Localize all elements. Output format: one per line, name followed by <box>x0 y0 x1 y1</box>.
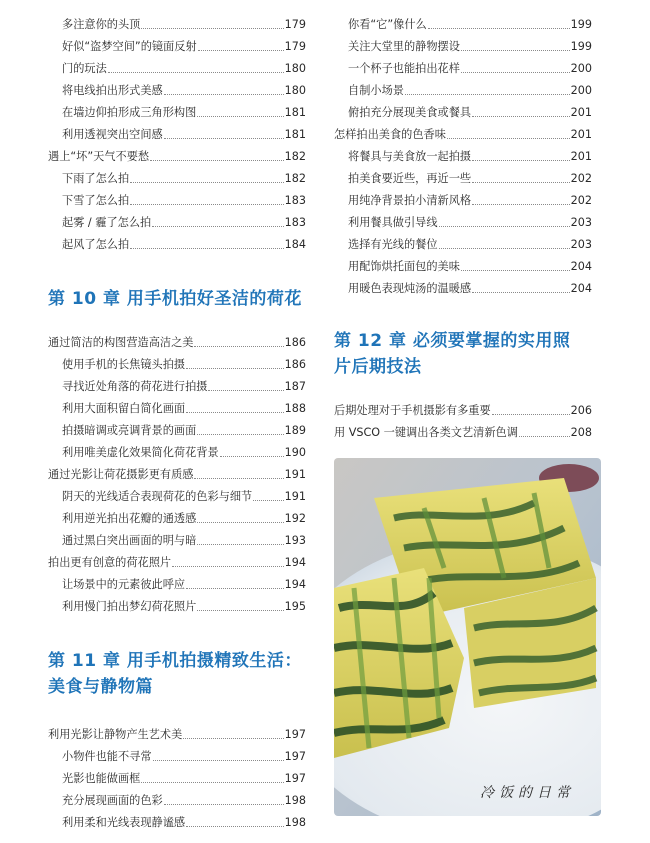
toc-entry-page: 180 <box>284 84 306 97</box>
toc-entry-title: 利用透视突出空间感 <box>62 128 163 141</box>
toc-entry-title: 拍出更有创意的荷花照片 <box>48 556 172 569</box>
toc-entry[interactable] <box>48 790 306 812</box>
toc-entry-title: 用纯净背景拍小清新风格 <box>348 194 472 207</box>
toc-entry-page: 203 <box>570 238 592 251</box>
dot-leader <box>164 93 284 95</box>
dot-leader <box>153 759 284 761</box>
toc-entry-page: 203 <box>570 216 592 229</box>
toc-entry-page: 180 <box>284 62 306 75</box>
dot-leader <box>447 137 570 139</box>
toc-entry[interactable] <box>48 234 306 256</box>
toc-entry-title: 自制小场景 <box>348 84 404 97</box>
toc-entry-title: 起雾 / 霾了怎么拍 <box>62 216 152 229</box>
toc-entry[interactable] <box>48 168 306 190</box>
toc-entry-title: 利用大面积留白简化画面 <box>62 402 186 415</box>
chapter-11-line2: 美食与静物篇 <box>48 677 153 697</box>
toc-entry-title: 阴天的光线适合表现荷花的色彩与细节 <box>62 490 253 503</box>
toc-list-left-bottom <box>48 724 306 834</box>
chapter-10-heading: 第 10 章 用手机拍好圣洁的荷花 <box>48 289 302 309</box>
toc-entry-title: 遇上“坏”天气不要愁 <box>48 150 150 163</box>
toc-entry-page: 191 <box>284 468 306 481</box>
toc-entry-page: 190 <box>284 446 306 459</box>
toc-list-left-mid <box>48 332 306 618</box>
toc-entry[interactable] <box>334 278 592 300</box>
dot-leader <box>194 477 283 479</box>
toc-entry[interactable] <box>48 354 306 376</box>
dot-leader <box>164 803 284 805</box>
toc-entry[interactable] <box>334 212 592 234</box>
chapter-12-line1: 第 12 章 必须要掌握的实用照 <box>334 331 571 351</box>
dot-leader <box>164 137 284 139</box>
dot-leader <box>197 543 283 545</box>
toc-entry-page: 204 <box>570 282 592 295</box>
toc-entry-page: 182 <box>284 150 306 163</box>
toc-entry[interactable] <box>48 398 306 420</box>
toc-entry-title: 充分展现画面的色彩 <box>62 794 163 807</box>
toc-entry-page: 195 <box>284 600 306 613</box>
toc-entry-page: 198 <box>284 794 306 807</box>
toc-entry[interactable] <box>48 14 306 36</box>
toc-entry-page: 184 <box>284 238 306 251</box>
toc-entry-title: 下雨了怎么拍 <box>62 172 130 185</box>
toc-entry-page: 202 <box>570 194 592 207</box>
toc-entry-title: 选择有光线的餐位 <box>348 238 438 251</box>
toc-entry[interactable] <box>48 124 306 146</box>
toc-entry[interactable] <box>334 400 592 422</box>
dot-leader <box>405 93 570 95</box>
toc-entry[interactable] <box>334 146 592 168</box>
toc-entry[interactable] <box>48 332 306 354</box>
toc-entry[interactable] <box>48 574 306 596</box>
dot-leader <box>108 71 284 73</box>
toc-entry[interactable] <box>48 36 306 58</box>
dot-leader <box>461 71 570 73</box>
dot-leader <box>141 27 283 29</box>
toc-entry-page: 187 <box>284 380 306 393</box>
toc-entry-page: 182 <box>284 172 306 185</box>
toc-entry-page: 191 <box>284 490 306 503</box>
toc-entry[interactable] <box>48 376 306 398</box>
toc-entry-title: 拍摄暗调或亮调背景的画面 <box>62 424 197 437</box>
toc-entry-page: 206 <box>570 404 592 417</box>
toc-entry[interactable] <box>48 746 306 768</box>
dot-leader <box>150 159 284 161</box>
toc-entry-page: 186 <box>284 336 306 349</box>
dot-leader <box>472 115 570 117</box>
toc-entry-title: 起风了怎么拍 <box>62 238 130 251</box>
dot-leader <box>461 269 570 271</box>
toc-entry[interactable] <box>334 190 592 212</box>
toc-entry-title: 利用柔和光线表现静谧感 <box>62 816 186 829</box>
dot-leader <box>208 389 283 391</box>
toc-list-left-top <box>48 14 306 256</box>
dot-leader <box>439 225 570 227</box>
dot-leader <box>197 521 283 523</box>
toc-entry[interactable] <box>334 124 592 146</box>
toc-entry-page: 200 <box>570 62 592 75</box>
toc-entry-title: 关注大堂里的静物摆设 <box>348 40 460 53</box>
dot-leader <box>253 499 283 501</box>
dot-leader <box>428 27 570 29</box>
toc-entry-title: 光影也能做画框 <box>62 772 141 785</box>
toc-entry-page: 201 <box>570 128 592 141</box>
dot-leader <box>461 49 570 51</box>
toc-entry-title: 利用慢门拍出梦幻荷花照片 <box>62 600 197 613</box>
toc-entry-page: 197 <box>284 728 306 741</box>
toc-entry-title: 利用餐具做引导线 <box>348 216 438 229</box>
dot-leader <box>152 225 283 227</box>
toc-entry[interactable] <box>48 80 306 102</box>
toc-entry-page: 189 <box>284 424 306 437</box>
toc-entry[interactable] <box>334 168 592 190</box>
toc-entry-title: 拍美食要近些，再近一些 <box>348 172 472 185</box>
dot-leader <box>172 565 284 567</box>
toc-entry-title: 通过光影让荷花摄影更有质感 <box>48 468 194 481</box>
toc-entry-title: 将餐具与美食放一起拍摄 <box>348 150 472 163</box>
toc-entry[interactable] <box>48 58 306 80</box>
dot-leader <box>186 367 284 369</box>
toc-entry-title: 将电线拍出形式美感 <box>62 84 163 97</box>
toc-entry-title: 利用唯美虚化效果简化荷花背景 <box>62 446 219 459</box>
toc-entry-page: 201 <box>570 106 592 119</box>
toc-list-right-top <box>334 14 592 300</box>
toc-entry-title: 小物件也能不寻常 <box>62 750 152 763</box>
food-photo <box>334 458 601 816</box>
toc-list-right-bottom <box>334 400 592 444</box>
dot-leader <box>194 345 283 347</box>
toc-entry[interactable] <box>334 256 592 278</box>
dot-leader <box>198 49 284 51</box>
photo-signature: 冷饭的日常 <box>480 785 575 801</box>
toc-entry[interactable] <box>334 234 592 256</box>
toc-entry[interactable] <box>48 812 306 834</box>
dot-leader <box>197 609 283 611</box>
toc-entry-title: 通过黑白突出画面的明与暗 <box>62 534 197 547</box>
dot-leader <box>141 781 283 783</box>
dot-leader <box>519 435 570 437</box>
toc-entry-page: 200 <box>570 84 592 97</box>
dot-leader <box>472 291 570 293</box>
toc-entry[interactable] <box>48 768 306 790</box>
toc-entry-page: 183 <box>284 216 306 229</box>
toc-entry-page: 181 <box>284 128 306 141</box>
toc-entry-page: 194 <box>284 556 306 569</box>
toc-entry-page: 199 <box>570 40 592 53</box>
toc-entry-page: 188 <box>284 402 306 415</box>
toc-entry-page: 197 <box>284 750 306 763</box>
toc-entry[interactable] <box>48 102 306 124</box>
dot-leader <box>220 455 284 457</box>
toc-entry-title: 在墙边仰拍形成三角形构图 <box>62 106 197 119</box>
toc-entry-page: 208 <box>570 426 592 439</box>
dot-leader <box>186 825 284 827</box>
toc-entry-title: 门的玩法 <box>62 62 107 75</box>
toc-entry-page: 193 <box>284 534 306 547</box>
dot-leader <box>130 181 284 183</box>
dot-leader <box>472 159 570 161</box>
toc-entry-title: 使用手机的长焦镜头拍摄 <box>62 358 186 371</box>
chapter-12-line2: 片后期技法 <box>334 357 422 377</box>
toc-entry[interactable] <box>334 58 592 80</box>
dot-leader <box>130 247 284 249</box>
toc-entry[interactable] <box>48 146 306 168</box>
toc-entry-page: 202 <box>570 172 592 185</box>
toc-entry[interactable] <box>334 14 592 36</box>
toc-entry-title: 用配饰烘托面包的美味 <box>348 260 460 273</box>
toc-entry-page: 179 <box>284 18 306 31</box>
toc-left-column <box>48 14 306 834</box>
toc-entry[interactable] <box>48 486 306 508</box>
toc-entry[interactable] <box>334 422 592 444</box>
toc-entry[interactable] <box>48 212 306 234</box>
chapter-12-heading <box>334 328 592 380</box>
toc-entry-title: 用暖色表现炖汤的温暖感 <box>348 282 472 295</box>
dot-leader <box>186 587 284 589</box>
toc-entry[interactable] <box>48 442 306 464</box>
toc-entry-page: 179 <box>284 40 306 53</box>
toc-entry-title: 你看“它”像什么 <box>348 18 427 31</box>
dot-leader <box>492 413 570 415</box>
chapter-11-heading <box>48 648 306 700</box>
dot-leader <box>130 203 284 205</box>
toc-entry[interactable] <box>48 464 306 486</box>
toc-entry-page: 198 <box>284 816 306 829</box>
toc-entry[interactable] <box>48 420 306 442</box>
toc-entry-title: 用 VSCO 一键调出各类文艺清新色调 <box>334 426 518 439</box>
toc-entry-title: 下雪了怎么拍 <box>62 194 130 207</box>
dot-leader <box>197 115 283 117</box>
toc-entry-title: 寻找近处角落的荷花进行拍摄 <box>62 380 208 393</box>
toc-entry[interactable] <box>334 102 592 124</box>
dot-leader <box>183 737 283 739</box>
toc-entry-page: 194 <box>284 578 306 591</box>
toc-entry-title: 一个杯子也能拍出花样 <box>348 62 460 75</box>
chapter-11-line1: 第 11 章 用手机拍摄精致生活： <box>48 651 302 671</box>
toc-entry[interactable] <box>48 530 306 552</box>
toc-entry-title: 后期处理对于手机摄影有多重要 <box>334 404 491 417</box>
toc-entry[interactable] <box>334 36 592 58</box>
toc-entry-page: 186 <box>284 358 306 371</box>
dot-leader <box>472 181 570 183</box>
toc-entry-page: 197 <box>284 772 306 785</box>
toc-entry-page: 199 <box>570 18 592 31</box>
toc-entry-page: 204 <box>570 260 592 273</box>
dot-leader <box>439 247 570 249</box>
toc-entry[interactable] <box>48 508 306 530</box>
toc-entry-page: 201 <box>570 150 592 163</box>
toc-right-column <box>334 14 592 444</box>
toc-entry-title: 多注意你的头顶 <box>62 18 141 31</box>
toc-entry-title: 利用逆光拍出花瓣的通透感 <box>62 512 197 525</box>
toc-entry[interactable] <box>334 80 592 102</box>
toc-entry[interactable] <box>48 596 306 618</box>
toc-entry[interactable] <box>48 724 306 746</box>
toc-entry-page: 183 <box>284 194 306 207</box>
toc-entry-title: 让场景中的元素彼此呼应 <box>62 578 186 591</box>
toc-entry-title: 怎样拍出美食的色香味 <box>334 128 446 141</box>
toc-entry-page: 192 <box>284 512 306 525</box>
toc-entry-title: 好似“盗梦空间”的镜面反射 <box>62 40 197 53</box>
toc-entry-page: 181 <box>284 106 306 119</box>
toc-entry-title: 俯拍充分展现美食或餐具 <box>348 106 472 119</box>
dot-leader <box>186 411 284 413</box>
toc-entry-title: 通过简洁的构图营造高洁之美 <box>48 336 194 349</box>
toc-entry[interactable] <box>48 190 306 212</box>
dot-leader <box>197 433 283 435</box>
toc-entry[interactable] <box>48 552 306 574</box>
dot-leader <box>472 203 570 205</box>
toc-entry-title: 利用光影让静物产生艺术美 <box>48 728 183 741</box>
